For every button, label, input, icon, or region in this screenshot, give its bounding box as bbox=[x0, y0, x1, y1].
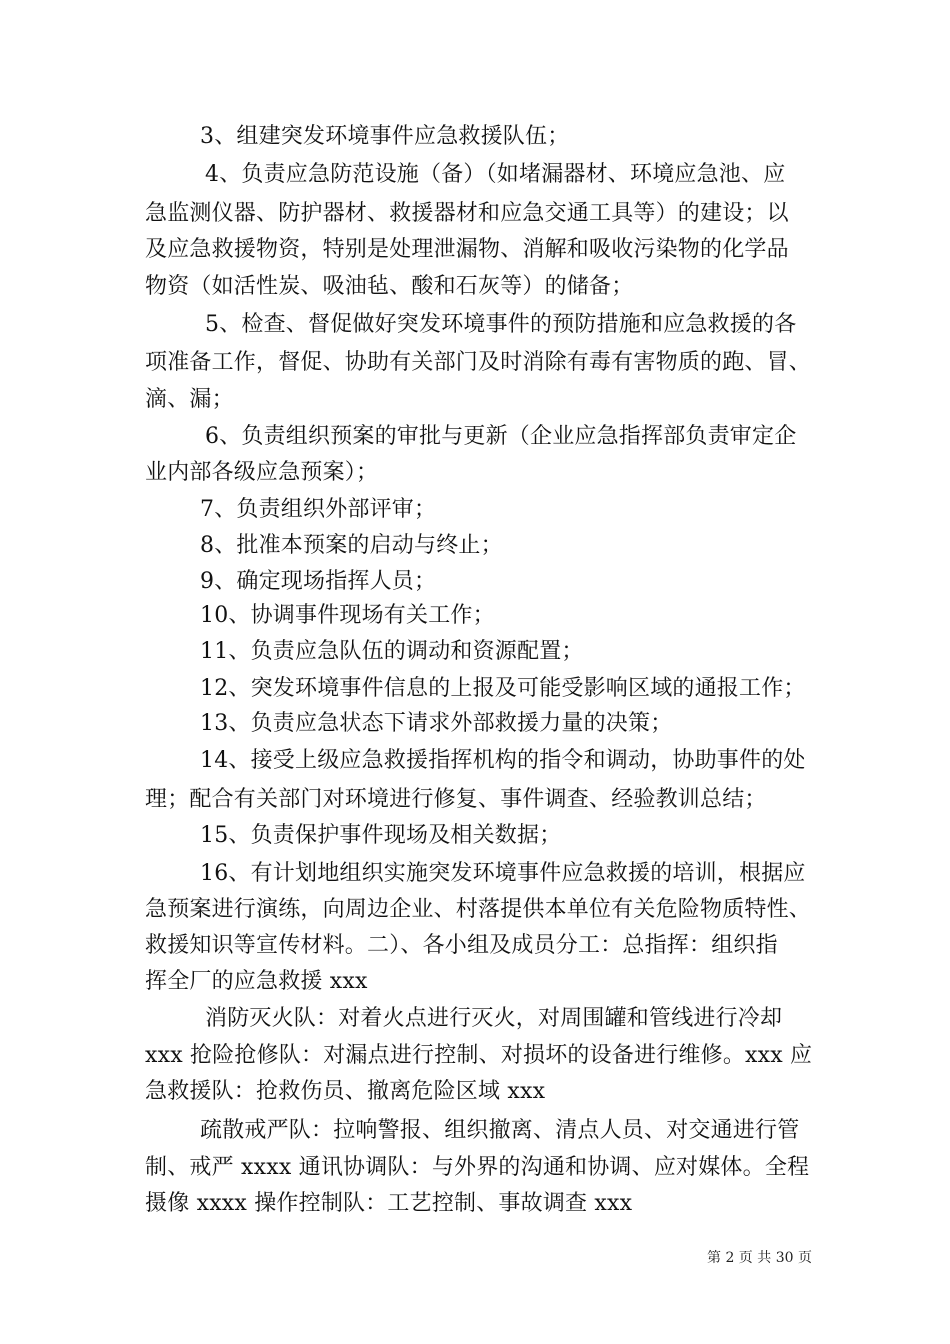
text-line: 急监测仪器、防护器材、救援器材和应急交通工具等）的建设；以 bbox=[145, 201, 789, 226]
text-line: 消防灭火队：对着火点进行灭火，对周围罐和管线进行冷却 bbox=[205, 1006, 783, 1031]
page-number: 第 2 页 共 30 页 bbox=[707, 1250, 812, 1266]
text-line: 挥全厂的应急救援 xxx bbox=[145, 969, 368, 994]
text-line: 物资（如活性炭、吸油毡、酸和石灰等）的储备； bbox=[145, 274, 634, 299]
text-line: 急预案进行演练，向周边企业、村落提供本单位有关危险物质特性、 bbox=[145, 897, 812, 922]
text-line: 4、负责应急防范设施（备）（如堵漏器材、环境应急池、应 bbox=[205, 162, 786, 187]
text-line: 及应急救援物资，特别是处理泄漏物、消解和吸收污染物的化学品 bbox=[145, 237, 789, 262]
text-line: 急救援队：抢救伤员、撤离危险区域 xxx bbox=[145, 1079, 546, 1104]
text-line: 13、负责应急状态下请求外部救援力量的决策； bbox=[200, 711, 673, 736]
text-line: 疏散戒严队：拉响警报、组织撤离、清点人员、对交通进行管 bbox=[200, 1118, 800, 1143]
text-line: 5、检查、督促做好突发环境事件的预防措施和应急救援的各 bbox=[205, 312, 797, 337]
text-line: 8、批准本预案的启动与终止； bbox=[200, 533, 503, 558]
text-line: 制、戒严 xxxx 通讯协调队：与外界的沟通和协调、应对媒体。全程 bbox=[145, 1155, 810, 1180]
text-line: 3、组建突发环境事件应急救援队伍； bbox=[200, 124, 570, 149]
text-line: 业内部各级应急预案）； bbox=[145, 460, 379, 485]
text-line: 9、确定现场指挥人员； bbox=[200, 569, 437, 594]
text-line: 12、突发环境事件信息的上报及可能受影响区域的通报工作； bbox=[200, 676, 806, 701]
text-line: 理；配合有关部门对环境进行修复、事件调查、经验教训总结； bbox=[145, 787, 767, 812]
text-line: 11、负责应急队伍的调动和资源配置； bbox=[200, 639, 584, 664]
text-line: 16、有计划地组织实施突发环境事件应急救援的培训，根据应 bbox=[200, 861, 806, 886]
text-line: 7、负责组织外部评审； bbox=[200, 497, 437, 522]
text-line: 6、负责组织预案的审批与更新（企业应急指挥部负责审定企 bbox=[205, 424, 797, 449]
text-line: 15、负责保护事件现场及相关数据； bbox=[200, 823, 562, 848]
text-line: 滴、漏； bbox=[145, 387, 234, 412]
text-line: 摄像 xxxx 操作控制队：工艺控制、事故调查 xxx bbox=[145, 1191, 633, 1216]
text-line: 救援知识等宣传材料。二）、各小组及成员分工：总指挥：组织指 bbox=[145, 933, 778, 958]
text-line: 10、协调事件现场有关工作； bbox=[200, 603, 495, 628]
text-line: xxx 抢险抢修队：对漏点进行控制、对损坏的设备进行维修。xxx 应 bbox=[145, 1043, 813, 1068]
text-line: 14、接受上级应急救援指挥机构的指令和调动，协助事件的处 bbox=[200, 748, 806, 773]
text-line: 项准备工作，督促、协助有关部门及时消除有毒有害物质的跑、冒、 bbox=[145, 350, 812, 375]
